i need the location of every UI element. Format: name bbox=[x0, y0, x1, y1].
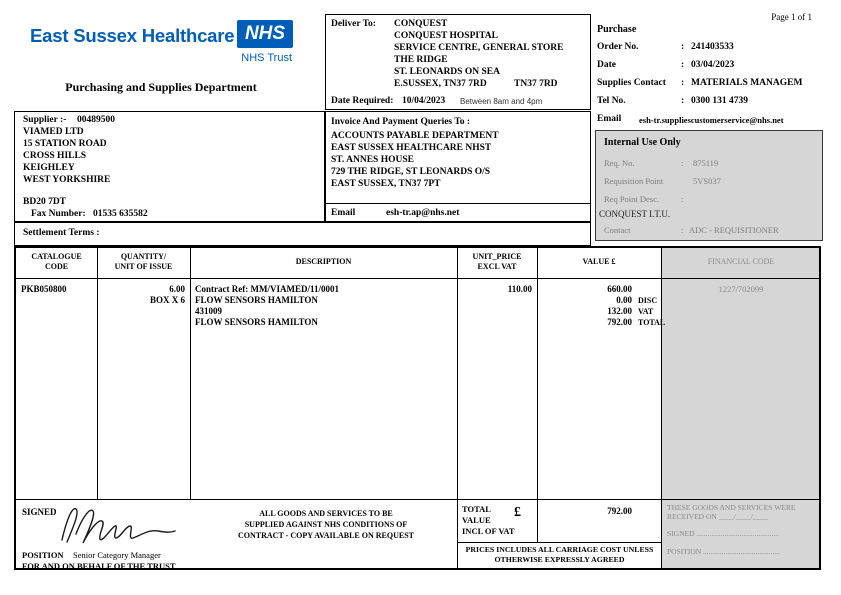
req-point-label: Requisition Point bbox=[604, 176, 664, 186]
req-no-label: Req. No. bbox=[604, 158, 635, 168]
invoice-title: Invoice And Payment Queries To : bbox=[331, 117, 471, 127]
deliver-address-line: THE RIDGE bbox=[394, 55, 448, 65]
colon: : bbox=[681, 158, 684, 168]
description-line: FLOW SENSORS HAMILTON bbox=[195, 317, 318, 327]
total-value: 792.00 bbox=[607, 506, 632, 516]
supplier-label: Supplier :- bbox=[23, 115, 67, 125]
deliver-address-line: E.SUSSEX, TN37 7RD bbox=[394, 79, 487, 89]
req-no-value: 875119 bbox=[693, 158, 719, 168]
req-point-value: 5VS037 bbox=[693, 176, 721, 186]
col-header-financial-code: FINANCIAL CODE bbox=[707, 257, 775, 266]
value-suffix: TOTAL bbox=[638, 318, 666, 327]
deliver-postcode-repeat: TN37 7RD bbox=[514, 79, 558, 89]
col-header-catalogue: CATALOGUE bbox=[31, 252, 82, 261]
deliver-to-label: Deliver To: bbox=[331, 19, 376, 29]
conditions-text bbox=[201, 508, 451, 541]
purchase-title: Purchase bbox=[597, 24, 637, 35]
grid-line bbox=[190, 248, 191, 499]
colon: : bbox=[681, 42, 685, 52]
col-header-quantity: QUANTITY/ bbox=[120, 252, 167, 261]
col-header-catalogue: CODE bbox=[44, 262, 69, 271]
grid-line bbox=[457, 248, 458, 568]
description-line: Contract Ref: MM/VIAMED/11/0001 bbox=[195, 284, 339, 294]
page-number: Page 1 of 1 bbox=[771, 12, 812, 22]
colon: : bbox=[681, 194, 684, 204]
col-header-value: VALUE £ bbox=[582, 257, 616, 266]
settlement-terms-label: Settlement Terms : bbox=[23, 228, 100, 238]
received-line: RECEIVED ON ____/____/____ bbox=[667, 512, 768, 521]
deliver-address-line: CONQUEST HOSPITAL bbox=[394, 31, 498, 41]
org-name: East Sussex Healthcare bbox=[30, 25, 235, 46]
supplier-address-line: VIAMED LTD bbox=[23, 127, 84, 137]
description-line: FLOW SENSORS HAMILTON bbox=[195, 295, 318, 305]
col-header-quantity: UNIT OF ISSUE bbox=[114, 262, 173, 271]
cell-unit-of-issue: BOX X 6 bbox=[149, 295, 185, 305]
order-info bbox=[597, 24, 825, 128]
date-required-label: Date Required: bbox=[331, 96, 394, 106]
received-line: THESE GOODS AND SERVICES WERE bbox=[667, 503, 796, 512]
contact-label: Contact bbox=[604, 225, 631, 235]
supplier-address-line: KEIGHLEY bbox=[23, 163, 75, 173]
conditions-line: SUPPLIED AGAINST NHS CONDITIONS OF bbox=[244, 520, 408, 529]
department-title: Purchasing and Supplies Department bbox=[65, 80, 257, 94]
supplies-contact-label: Supplies Contact bbox=[597, 78, 666, 88]
value-suffix: VAT bbox=[638, 307, 654, 316]
invoice-address-line: EAST SUSSEX, TN37 7PT bbox=[331, 179, 441, 189]
email-label: Email bbox=[597, 114, 622, 124]
tel-value: 0300 131 4739 bbox=[691, 96, 748, 106]
col-header-unit-price: UNIT_PRICE bbox=[472, 252, 522, 261]
cell-catalogue-code: PKB050800 bbox=[21, 284, 67, 294]
invoice-email-label: Email bbox=[331, 208, 356, 218]
invoice-email-divider bbox=[326, 203, 590, 204]
carriage-line: PRICES INCLUDES ALL CARRIAGE COST UNLESS bbox=[465, 545, 654, 554]
tel-label: Tel No. bbox=[597, 96, 626, 106]
value-amount: 132.00 bbox=[607, 306, 632, 316]
signature bbox=[54, 500, 189, 548]
received-signed-line: SIGNED ............................................ bbox=[667, 529, 779, 538]
order-lines-table bbox=[14, 246, 821, 570]
deliver-address-line: SERVICE CENTRE, GENERAL STORE bbox=[394, 43, 564, 53]
value-suffix: DISC bbox=[638, 296, 658, 305]
invoice-address-line: EAST SUSSEX HEALTHCARE NHST bbox=[331, 143, 492, 153]
value-amount: 0.00 bbox=[616, 295, 632, 305]
grid-line bbox=[661, 248, 662, 568]
cell-unit-price: 110.00 bbox=[507, 284, 532, 294]
deliver-to-recipient: CONQUEST bbox=[394, 19, 448, 29]
nhs-logo bbox=[237, 20, 293, 48]
supplier-postcode: BD20 7DT bbox=[23, 197, 67, 207]
deliver-address-line: ST. LEONARDS ON SEA bbox=[394, 67, 500, 77]
supplier-address-line: WEST YORKSHIRE bbox=[23, 175, 111, 185]
req-point-desc-label: Req Point Desc. bbox=[604, 194, 660, 204]
colon: : bbox=[681, 60, 685, 70]
cell-financial-code: 1227/702099 bbox=[718, 284, 764, 294]
total-label: VALUE bbox=[462, 515, 491, 525]
position-value: Senior Category Manager bbox=[73, 550, 161, 560]
internal-use-box bbox=[595, 130, 823, 241]
signed-label: SIGNED bbox=[22, 507, 57, 517]
position-label: POSITION bbox=[22, 550, 64, 560]
cell-quantity: 6.00 bbox=[169, 284, 185, 294]
colon: : bbox=[681, 225, 684, 235]
colon: : bbox=[681, 96, 685, 106]
supplier-address-line: 15 STATION ROAD bbox=[23, 139, 107, 149]
order-no-value: 241403533 bbox=[691, 42, 734, 52]
supplies-contact-value: MATERIALS MANAGEM bbox=[691, 78, 803, 88]
fax-label: Fax Number: bbox=[31, 209, 86, 219]
invoice-email-value: esh-tr.ap@nhs.net bbox=[386, 208, 460, 218]
settlement-terms-row bbox=[14, 222, 591, 246]
contact-value: ADC - REQUISITIONER bbox=[689, 225, 779, 235]
grid-line bbox=[457, 542, 662, 543]
order-no-label: Order No. bbox=[597, 42, 639, 52]
trust-label: NHS Trust bbox=[241, 52, 292, 64]
currency-symbol: £ bbox=[514, 505, 521, 520]
order-date-label: Date bbox=[597, 60, 616, 70]
carriage-line: OTHERWISE EXPRESSLY AGREED bbox=[494, 555, 625, 564]
internal-use-title: Internal Use Only bbox=[604, 137, 681, 148]
description-line: 431009 bbox=[195, 306, 222, 316]
req-point-desc-value: CONQUEST I.T.U. bbox=[599, 209, 671, 219]
supplier-box bbox=[14, 111, 325, 222]
order-date-value: 03/04/2023 bbox=[691, 60, 735, 70]
value-amount: 660.00 bbox=[607, 284, 632, 294]
conditions-line: ALL GOODS AND SERVICES TO BE bbox=[259, 509, 393, 518]
conditions-line: CONTRACT - COPY AVAILABLE ON REQUEST bbox=[238, 531, 414, 540]
delivery-window: Between 8am and 4pm bbox=[460, 97, 543, 106]
carriage-note bbox=[457, 545, 662, 565]
fax-value: 01535 635582 bbox=[93, 209, 148, 219]
invoice-address-line: 729 THE RIDGE, ST LEONARDS O/S bbox=[331, 167, 491, 177]
invoice-address-line: ST. ANNES HOUSE bbox=[331, 155, 414, 165]
on-behalf-label: FOR AND ON BEHALF OF THE TRUST bbox=[22, 561, 176, 571]
supplier-code: 00489500 bbox=[77, 115, 115, 125]
invoice-queries-box bbox=[325, 111, 591, 222]
value-amount: 792.00 bbox=[607, 317, 632, 327]
deliver-to-box bbox=[325, 14, 591, 110]
nhs-logo-text: NHS bbox=[244, 23, 286, 44]
col-header-description: DESCRIPTION bbox=[295, 257, 352, 266]
col-header-unit-price: EXCL VAT bbox=[477, 262, 517, 271]
date-required-value: 10/04/2023 bbox=[402, 96, 446, 106]
total-label: TOTAL bbox=[462, 504, 491, 514]
received-position-line: POSITION ......................................... bbox=[667, 547, 780, 556]
total-label: INCL OF VAT bbox=[462, 526, 515, 536]
grid-line bbox=[16, 278, 819, 279]
invoice-address-line: ACCOUNTS PAYABLE DEPARTMENT bbox=[331, 131, 499, 141]
email-value: esh-tr.suppliescustomerservice@nhs.net bbox=[639, 114, 784, 125]
supplier-address-line: CROSS HILLS bbox=[23, 151, 87, 161]
colon: : bbox=[681, 78, 685, 88]
